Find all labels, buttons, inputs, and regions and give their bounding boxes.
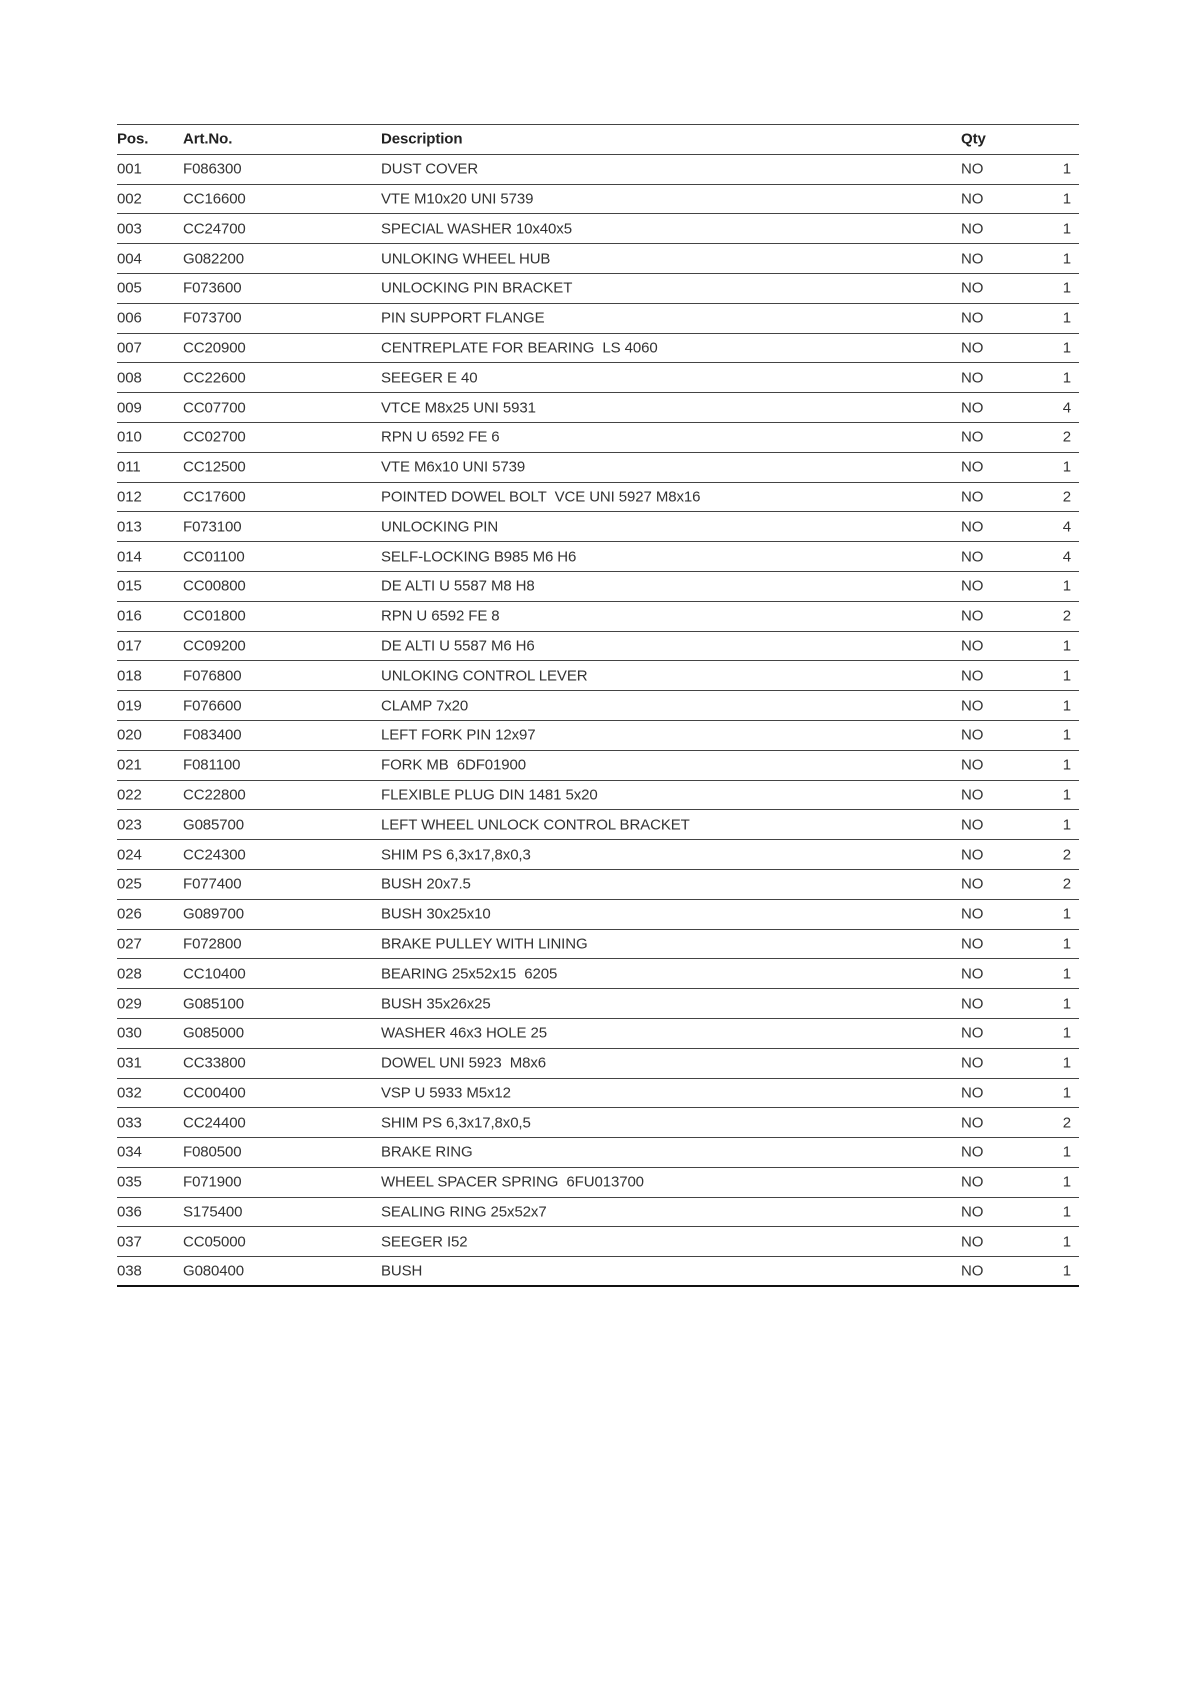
cell-description: BRAKE RING: [381, 1143, 473, 1161]
cell-pos: 035: [117, 1173, 142, 1191]
cell-qty: 1: [1062, 220, 1071, 238]
cell-unit: NO: [961, 458, 984, 476]
cell-description: UNLOCKING PIN BRACKET: [381, 279, 573, 297]
cell-description: PIN SUPPORT FLANGE: [381, 309, 545, 327]
cell-art-no: G082200: [183, 250, 245, 268]
cell-description: FLEXIBLE PLUG DIN 1481 5x20: [381, 786, 598, 804]
cell-pos: 034: [117, 1143, 142, 1161]
cell-qty: 1: [1062, 369, 1071, 387]
cell-pos: 029: [117, 995, 142, 1012]
table-row: [117, 900, 1079, 930]
cell-qty: 2: [1062, 428, 1071, 446]
cell-art-no: CC01100: [183, 548, 245, 566]
cell-unit: NO: [961, 637, 984, 655]
cell-pos: 006: [117, 309, 142, 327]
table-row: [117, 1049, 1079, 1079]
cell-pos: 028: [117, 965, 142, 983]
table-row: [117, 155, 1079, 185]
cell-unit: NO: [961, 369, 984, 387]
cell-pos: 007: [117, 339, 142, 357]
cell-qty: 1: [1062, 1173, 1071, 1191]
table-row: [117, 244, 1079, 274]
cell-pos: 031: [117, 1054, 142, 1072]
cell-unit: NO: [961, 1143, 984, 1161]
cell-pos: 016: [117, 607, 142, 625]
cell-pos: 021: [117, 756, 142, 774]
cell-unit: NO: [961, 1233, 984, 1251]
cell-unit: NO: [961, 726, 984, 744]
cell-art-no: CC24300: [183, 846, 246, 864]
cell-art-no: F086300: [183, 160, 242, 178]
cell-unit: NO: [961, 935, 984, 953]
table-row: [117, 453, 1079, 483]
cell-qty: 1: [1062, 995, 1071, 1012]
cell-pos: 020: [117, 726, 142, 744]
cell-unit: NO: [961, 399, 984, 417]
cell-description: BUSH 20x7.5: [381, 875, 471, 893]
cell-art-no: G085700: [183, 816, 245, 834]
cell-unit: NO: [961, 816, 984, 834]
cell-description: WASHER 46x3 HOLE 25: [381, 1024, 547, 1042]
table-row: [117, 1227, 1079, 1257]
cell-pos: 037: [117, 1233, 142, 1251]
cell-qty: 1: [1062, 279, 1071, 297]
cell-description: UNLOKING WHEEL HUB: [381, 250, 551, 268]
cell-unit: NO: [961, 518, 984, 536]
cell-qty: 1: [1062, 1054, 1071, 1072]
cell-qty: 1: [1062, 1084, 1071, 1102]
table-row: [117, 840, 1079, 870]
cell-qty: 1: [1062, 339, 1071, 357]
cell-qty: 1: [1062, 1203, 1071, 1221]
cell-description: UNLOKING CONTROL LEVER: [381, 667, 588, 685]
table-row: [117, 781, 1079, 811]
cell-pos: 001: [117, 160, 142, 178]
cell-pos: 015: [117, 577, 142, 595]
cell-pos: 032: [117, 1084, 142, 1102]
cell-unit: NO: [961, 1262, 984, 1280]
cell-qty: 2: [1062, 1114, 1071, 1132]
cell-unit: NO: [961, 190, 984, 208]
cell-pos: 010: [117, 428, 142, 446]
cell-pos: 002: [117, 190, 142, 208]
cell-description: SHIM PS 6,3x17,8x0,3: [381, 846, 531, 864]
cell-pos: 011: [117, 458, 141, 476]
table-row: [117, 989, 1079, 1019]
cell-qty: 2: [1062, 875, 1071, 893]
cell-pos: 003: [117, 220, 142, 238]
cell-pos: 018: [117, 667, 142, 685]
cell-art-no: CC05000: [183, 1233, 246, 1251]
cell-qty: 1: [1062, 905, 1071, 923]
cell-unit: NO: [961, 607, 984, 625]
cell-description: SEALING RING 25x52x7: [381, 1203, 547, 1221]
cell-qty: 1: [1062, 160, 1071, 178]
cell-qty: 2: [1062, 488, 1071, 506]
table-row: [117, 691, 1079, 721]
table-row: [117, 304, 1079, 334]
cell-art-no: F073600: [183, 279, 242, 297]
cell-qty: 1: [1062, 756, 1071, 774]
table-row: [117, 334, 1079, 364]
cell-description: CENTREPLATE FOR BEARING LS 4060: [381, 339, 658, 357]
cell-art-no: G080400: [183, 1262, 245, 1280]
cell-unit: NO: [961, 846, 984, 864]
cell-art-no: CC02700: [183, 428, 246, 446]
cell-pos: 036: [117, 1203, 142, 1221]
cell-unit: NO: [961, 488, 984, 506]
cell-description: SEEGER I52: [381, 1233, 468, 1251]
cell-unit: NO: [961, 279, 984, 297]
cell-art-no: F072800: [183, 935, 242, 953]
cell-qty: 1: [1062, 190, 1071, 208]
cell-art-no: CC12500: [183, 458, 246, 476]
cell-pos: 004: [117, 250, 142, 268]
cell-pos: 025: [117, 875, 142, 893]
cell-qty: 1: [1062, 309, 1071, 327]
cell-qty: 1: [1062, 1143, 1071, 1161]
table-row: [117, 1198, 1079, 1228]
cell-qty: 1: [1062, 816, 1071, 834]
cell-art-no: F071900: [183, 1173, 242, 1191]
cell-unit: NO: [961, 756, 984, 774]
cell-art-no: CC00800: [183, 577, 246, 595]
table-row: [117, 542, 1079, 572]
cell-qty: 1: [1062, 697, 1071, 715]
table-row: [117, 483, 1079, 513]
cell-description: DOWEL UNI 5923 M8x6: [381, 1054, 546, 1072]
table-row: [117, 1108, 1079, 1138]
cell-unit: NO: [961, 905, 984, 923]
cell-art-no: CC33800: [183, 1054, 246, 1072]
cell-pos: 013: [117, 518, 142, 536]
cell-art-no: F076800: [183, 667, 242, 685]
cell-description: LEFT WHEEL UNLOCK CONTROL BRACKET: [381, 816, 690, 834]
cell-description: VTE M6x10 UNI 5739: [381, 458, 526, 476]
cell-description: RPN U 6592 FE 6: [381, 428, 500, 446]
table-row: [117, 393, 1079, 423]
parts-list-table: [117, 124, 1079, 1287]
table-row: [117, 1019, 1079, 1049]
cell-qty: 1: [1062, 1233, 1071, 1251]
table-row: [117, 602, 1079, 632]
cell-art-no: F081100: [183, 756, 241, 774]
cell-art-no: CC22600: [183, 369, 246, 387]
cell-art-no: CC07700: [183, 399, 246, 417]
cell-pos: 024: [117, 846, 142, 864]
cell-art-no: F077400: [183, 875, 242, 893]
cell-description: POINTED DOWEL BOLT VCE UNI 5927 M8x16: [381, 488, 701, 506]
cell-unit: NO: [961, 667, 984, 685]
cell-art-no: CC22800: [183, 786, 246, 804]
cell-description: BEARING 25x52x15 6205: [381, 965, 558, 983]
cell-description: SPECIAL WASHER 10x40x5: [381, 220, 572, 238]
cell-pos: 019: [117, 697, 142, 715]
table-row: [117, 930, 1079, 960]
table-row: [117, 214, 1079, 244]
cell-unit: NO: [961, 1024, 984, 1042]
cell-qty: 1: [1062, 965, 1071, 983]
cell-art-no: CC16600: [183, 190, 246, 208]
cell-pos: 023: [117, 816, 142, 834]
cell-description: LEFT FORK PIN 12x97: [381, 726, 536, 744]
cell-description: BUSH: [381, 1262, 423, 1280]
table-row: [117, 572, 1079, 602]
cell-art-no: G089700: [183, 905, 245, 923]
cell-pos: 038: [117, 1262, 142, 1280]
cell-art-no: CC17600: [183, 488, 246, 506]
header-description: Description: [381, 130, 463, 148]
cell-description: DE ALTI U 5587 M6 H6: [381, 637, 535, 655]
cell-pos: 030: [117, 1024, 142, 1042]
cell-pos: 009: [117, 399, 142, 417]
cell-description: FORK MB 6DF01900: [381, 756, 527, 774]
cell-qty: 2: [1062, 846, 1071, 864]
table-header-row: [117, 125, 1079, 155]
cell-qty: 1: [1062, 577, 1071, 595]
header-pos: Pos.: [117, 130, 149, 148]
cell-qty: 4: [1062, 399, 1071, 417]
table-row: [117, 959, 1079, 989]
cell-unit: NO: [961, 220, 984, 238]
cell-unit: NO: [961, 1054, 984, 1072]
cell-description: WHEEL SPACER SPRING 6FU013700: [381, 1173, 644, 1191]
cell-art-no: S175400: [183, 1203, 243, 1221]
cell-description: VTE M10x20 UNI 5739: [381, 190, 534, 208]
cell-art-no: F073700: [183, 309, 242, 327]
cell-qty: 4: [1062, 548, 1071, 566]
table-row: [117, 1257, 1079, 1287]
cell-unit: NO: [961, 995, 984, 1012]
table-row: [117, 721, 1079, 751]
cell-unit: NO: [961, 1084, 984, 1102]
cell-pos: 014: [117, 548, 142, 566]
cell-pos: 008: [117, 369, 142, 387]
cell-description: BUSH 30x25x10: [381, 905, 491, 923]
cell-description: VTCE M8x25 UNI 5931: [381, 399, 536, 417]
cell-unit: NO: [961, 428, 984, 446]
cell-description: UNLOCKING PIN: [381, 518, 499, 536]
table-row: [117, 423, 1079, 453]
cell-art-no: CC24400: [183, 1114, 246, 1132]
table-row: [117, 363, 1079, 393]
cell-art-no: CC01800: [183, 607, 246, 625]
cell-art-no: CC20900: [183, 339, 246, 357]
cell-unit: NO: [961, 160, 984, 178]
cell-qty: 4: [1062, 518, 1071, 536]
cell-qty: 1: [1062, 458, 1071, 476]
cell-description: BUSH 35x26x25: [381, 995, 491, 1012]
cell-pos: 022: [117, 786, 142, 804]
table-row: [117, 1079, 1079, 1109]
cell-art-no: F073100: [183, 518, 242, 536]
cell-unit: NO: [961, 250, 984, 268]
cell-description: DE ALTI U 5587 M8 H8: [381, 577, 535, 595]
cell-art-no: CC09200: [183, 637, 246, 655]
table-row: [117, 1138, 1079, 1168]
cell-pos: 026: [117, 905, 142, 923]
cell-qty: 1: [1062, 667, 1071, 685]
cell-qty: 1: [1062, 1262, 1071, 1280]
cell-art-no: F076600: [183, 697, 242, 715]
cell-unit: NO: [961, 1114, 984, 1132]
cell-unit: NO: [961, 875, 984, 893]
table-body: [117, 155, 1079, 1287]
cell-description: SELF-LOCKING B985 M6 H6: [381, 548, 577, 566]
header-art-no: Art.No.: [183, 130, 233, 148]
cell-unit: NO: [961, 577, 984, 595]
table-row: [117, 870, 1079, 900]
table-row: [117, 274, 1079, 304]
cell-qty: 1: [1062, 637, 1071, 655]
cell-qty: 1: [1062, 726, 1071, 744]
cell-unit: NO: [961, 1203, 984, 1221]
cell-unit: NO: [961, 548, 984, 566]
cell-unit: NO: [961, 339, 984, 357]
cell-unit: NO: [961, 786, 984, 804]
cell-pos: 027: [117, 935, 142, 953]
cell-art-no: G085000: [183, 1024, 245, 1042]
table-row: [117, 751, 1079, 781]
table-row: [117, 632, 1079, 662]
header-qty: Qty: [961, 130, 986, 148]
cell-pos: 033: [117, 1114, 142, 1132]
cell-qty: 1: [1062, 250, 1071, 268]
cell-description: DUST COVER: [381, 160, 479, 178]
table-row: [117, 185, 1079, 215]
cell-qty: 1: [1062, 1024, 1071, 1042]
cell-art-no: G085100: [183, 995, 245, 1012]
cell-art-no: CC24700: [183, 220, 246, 238]
table-row: [117, 661, 1079, 691]
cell-pos: 005: [117, 279, 142, 297]
cell-description: SHIM PS 6,3x17,8x0,5: [381, 1114, 531, 1132]
table-row: [117, 810, 1079, 840]
cell-unit: NO: [961, 965, 984, 983]
cell-description: RPN U 6592 FE 8: [381, 607, 500, 625]
cell-qty: 2: [1062, 607, 1071, 625]
cell-unit: NO: [961, 309, 984, 327]
cell-art-no: CC00400: [183, 1084, 246, 1102]
cell-pos: 012: [117, 488, 142, 506]
cell-qty: 1: [1062, 935, 1071, 953]
table-row: [117, 512, 1079, 542]
cell-art-no: F083400: [183, 726, 242, 744]
cell-description: VSP U 5933 M5x12: [381, 1084, 511, 1102]
cell-pos: 017: [117, 637, 142, 655]
cell-art-no: F080500: [183, 1143, 242, 1161]
cell-description: SEEGER E 40: [381, 369, 478, 387]
cell-unit: NO: [961, 1173, 984, 1191]
cell-qty: 1: [1062, 786, 1071, 804]
cell-unit: NO: [961, 697, 984, 715]
cell-description: CLAMP 7x20: [381, 697, 469, 715]
cell-description: BRAKE PULLEY WITH LINING: [381, 935, 588, 953]
cell-art-no: CC10400: [183, 965, 246, 983]
table-row: [117, 1168, 1079, 1198]
